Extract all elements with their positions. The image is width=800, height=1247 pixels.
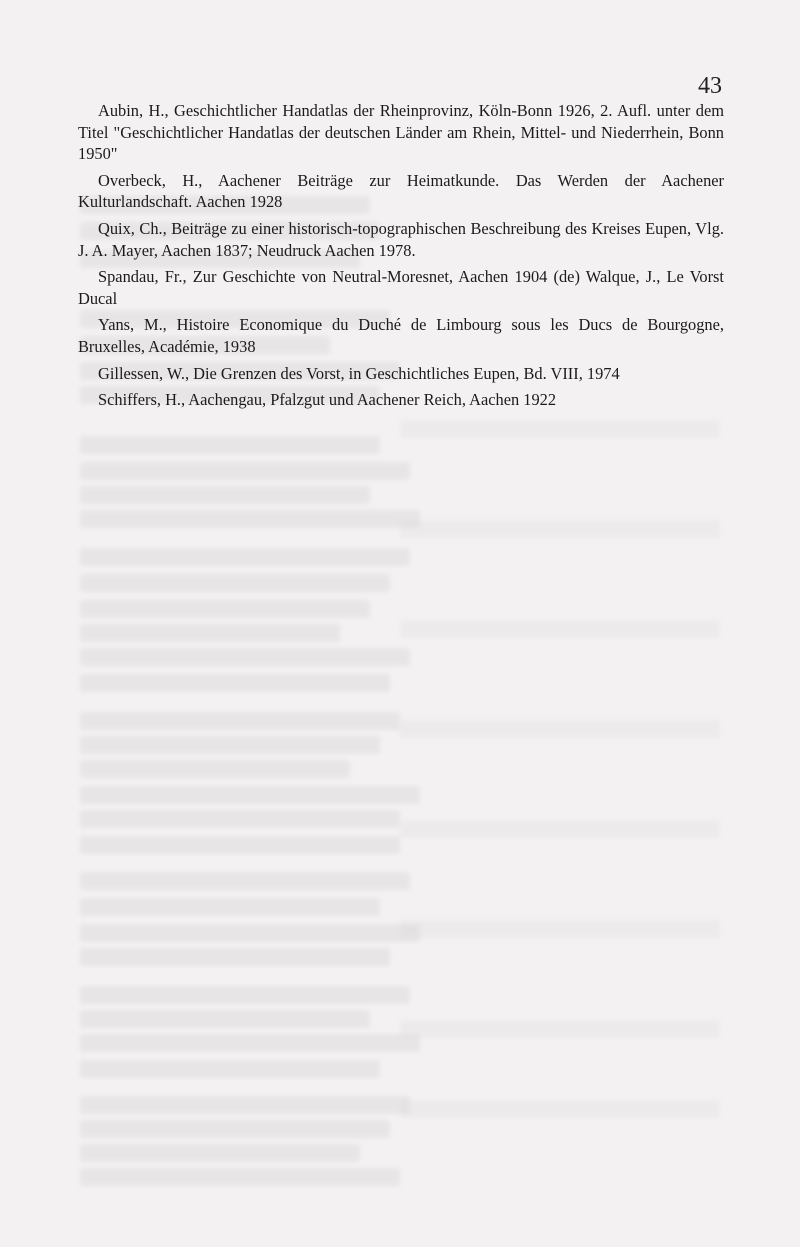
bibliography-entry: Yans, M., Histoire Economique du Duché de Limbourg sous les Ducs de Bourgogne, Bruxelles, Académie, 1938 xyxy=(78,315,724,356)
bibliography-entry: Schiffers, H., Aachengau, Pfalzgut und Aachener Reich, Aachen 1922 xyxy=(98,390,557,410)
bibliography-entry: Spandau, Fr., Zur Geschichte von Neutral-Moresnet, Aachen 1904 (de) Walque, J., Le Vorst Ducal xyxy=(78,267,724,308)
bibliography-list xyxy=(78,100,724,416)
bibliography-entry: Overbeck, H., Aachener Beiträge zur Heimatkunde. Das Werden der Aachener Kulturlandschaft. Aachen 1928 xyxy=(78,170,724,212)
page-number: 43 xyxy=(698,73,722,99)
bibliography-entry: Quix, Ch., Beiträge zu einer historisch-topographischen Beschreibung des Kreises Eupen, Vlg. J. A. Mayer, Aachen 1837; Neudruck Aachen 1978. xyxy=(78,218,724,260)
bibliography-entry: Gillessen, W., Die Grenzen des Vorst, in Geschichtliches Eupen, Bd. VIII, 1974 xyxy=(98,363,620,383)
bibliography-entry: Aubin, H., Geschichtlicher Handatlas der Rheinprovinz, Köln-Bonn 1926, 2. Aufl. unter dem Titel "Geschichtlicher Handatlas der deutschen Länder am Rhein, Mittel- und Niederrhein, Bonn 1950" xyxy=(78,101,724,164)
